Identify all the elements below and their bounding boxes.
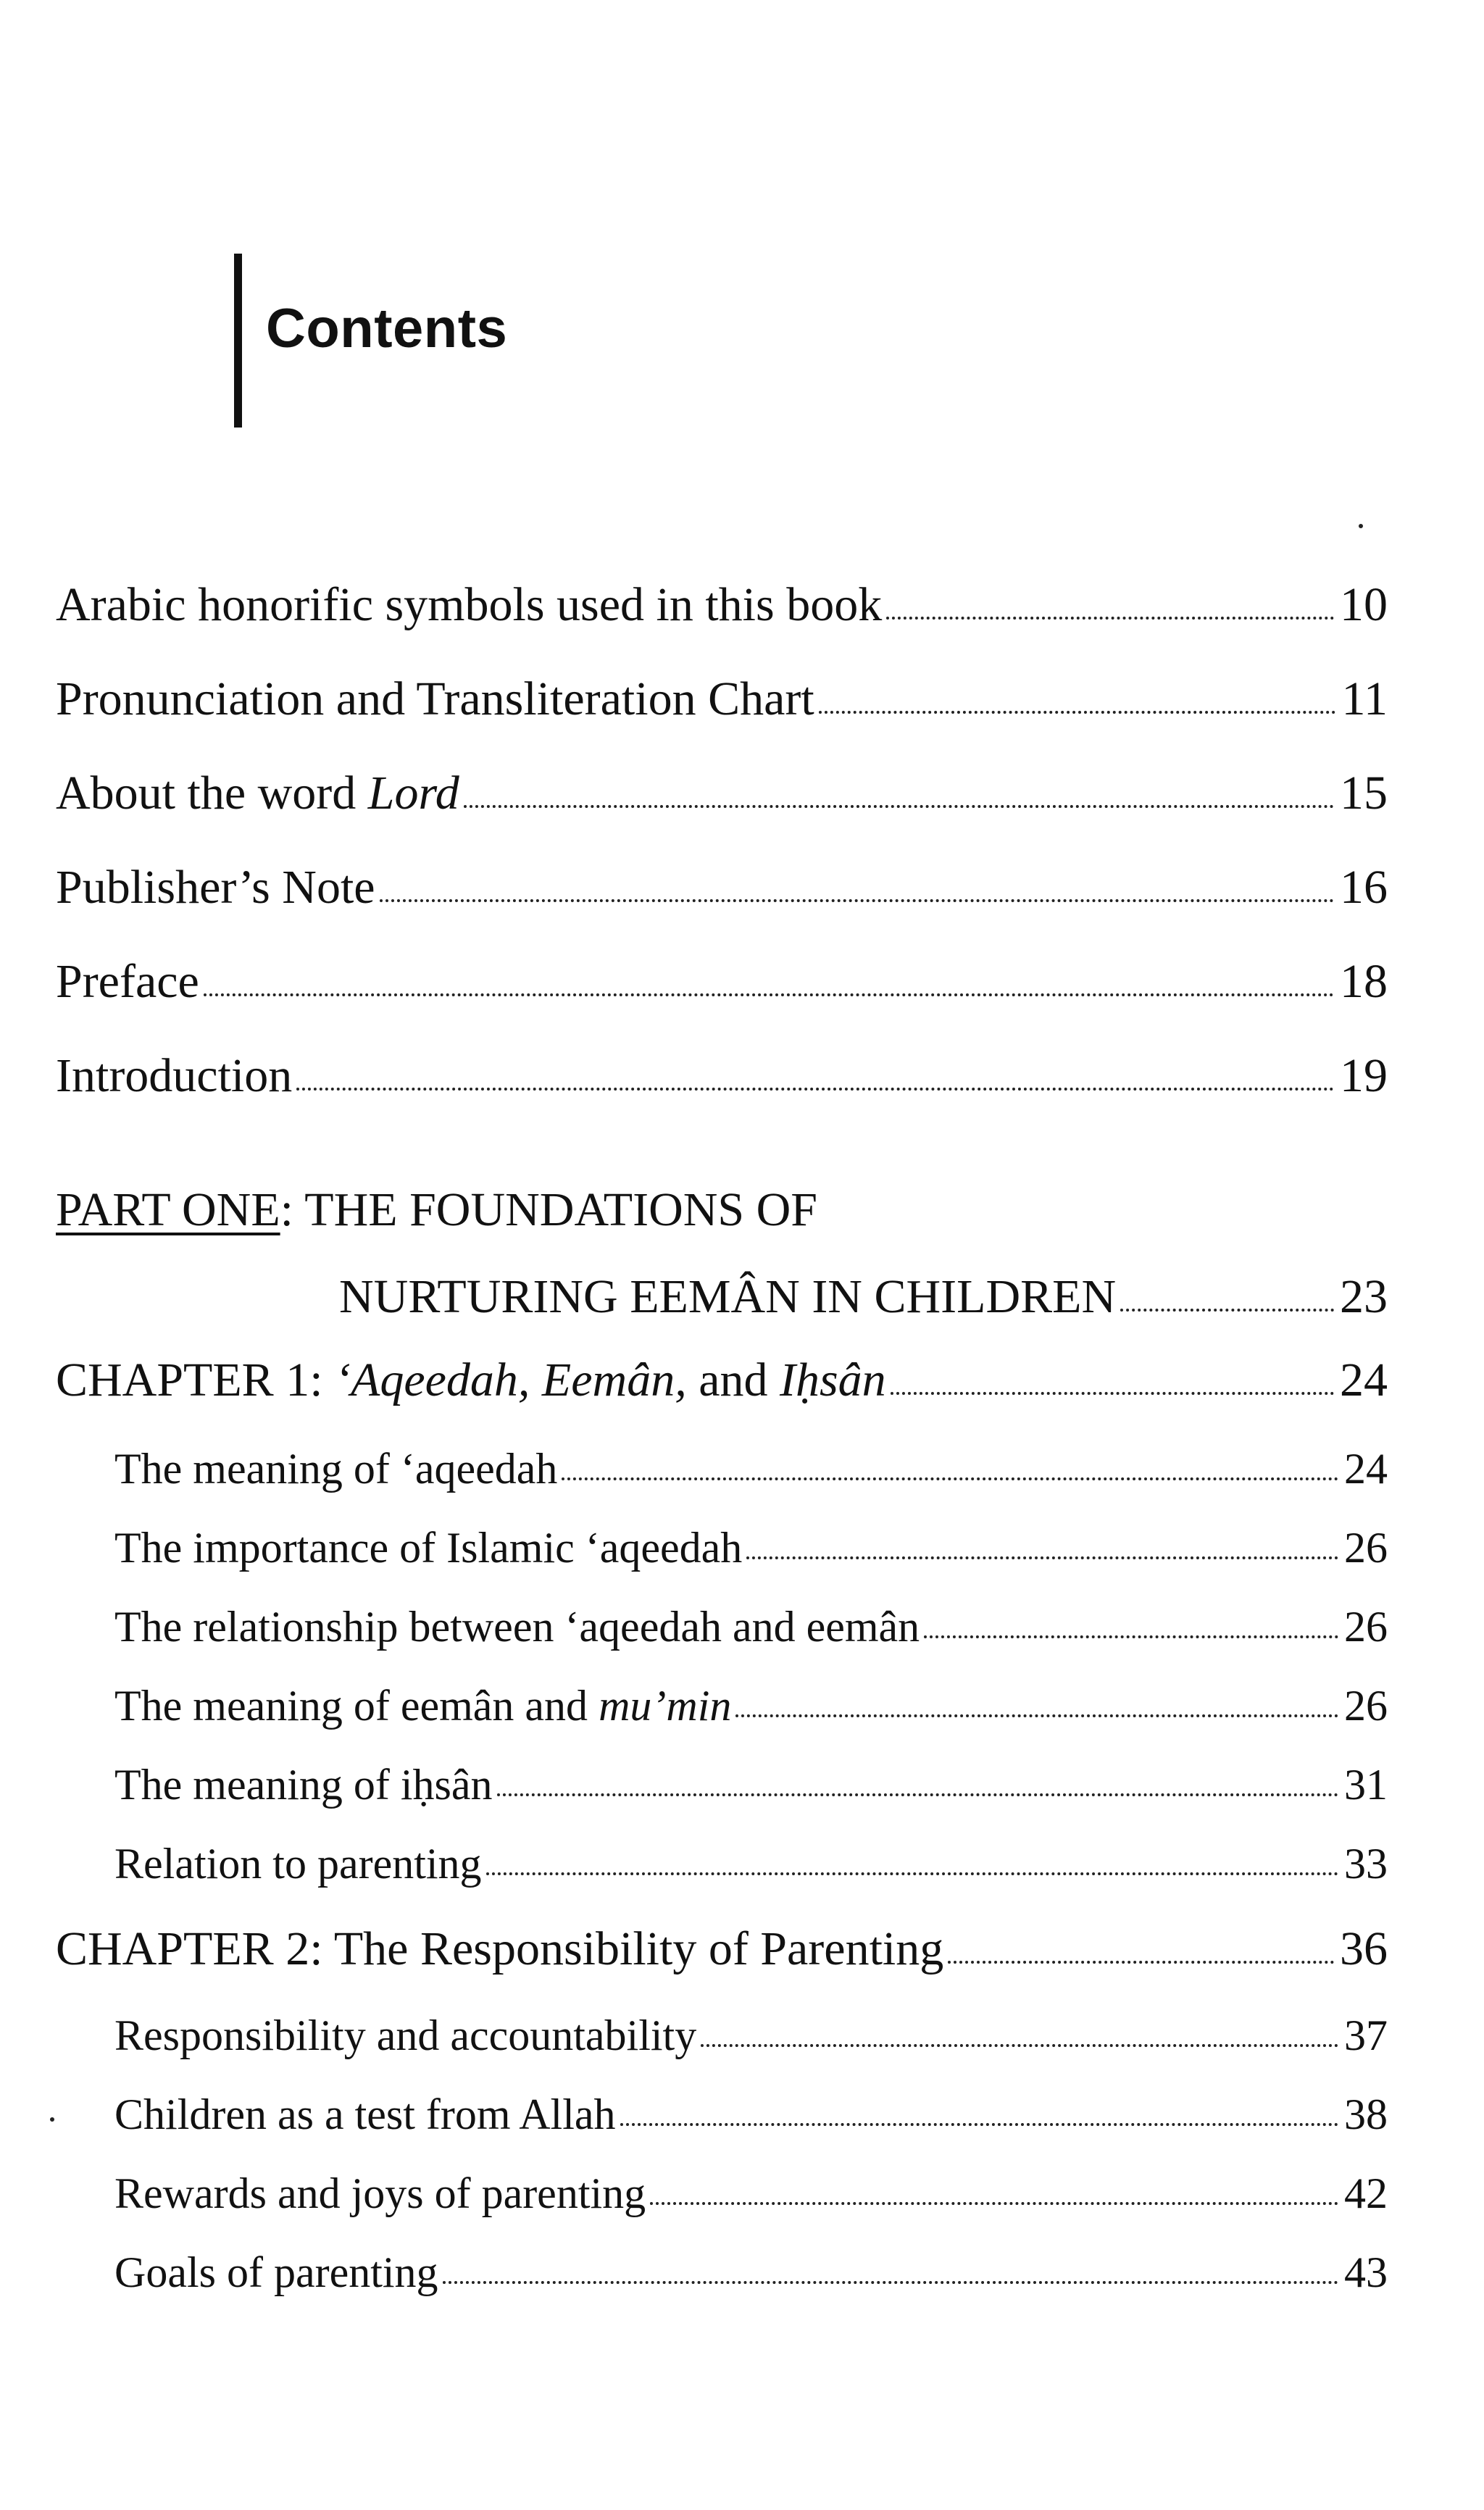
toc-page-number: 15: [1340, 767, 1388, 820]
toc-entry-label: Goals of parenting: [114, 2248, 438, 2296]
toc-section-goals-of-parenting[interactable]: [114, 2246, 1388, 2298]
dot-leader: [886, 617, 1334, 620]
toc-entry-label: Rewards and joys of parenting: [114, 2169, 646, 2217]
toc-page-number: 33: [1344, 1840, 1388, 1888]
dot-leader: [486, 1872, 1338, 1875]
toc-entry-label: The importance of Islamic ‘aqeedah: [114, 1524, 743, 1572]
toc-section-meaning-of-ihsan[interactable]: [114, 1759, 1388, 1811]
toc-section-responsibility[interactable]: [114, 2009, 1388, 2061]
toc-page-number: 37: [1344, 2011, 1388, 2059]
dot-leader: [443, 2281, 1338, 2284]
dot-leader: [819, 711, 1336, 714]
scan-speck: [50, 2117, 54, 2122]
dot-leader: [562, 1477, 1338, 1480]
toc-page-number: 26: [1344, 1524, 1388, 1572]
toc-page-number: 26: [1344, 1682, 1388, 1730]
toc-entry-label: The meaning of ‘aqeedah: [114, 1445, 558, 1493]
toc-entry-label: Introduction: [56, 1049, 293, 1102]
toc-entry-label: Children as a test from Allah: [114, 2090, 616, 2138]
dot-leader: [1120, 1309, 1334, 1312]
toc-entry-label: Relation to parenting: [114, 1840, 482, 1888]
toc-entry-label-italic: mu’min: [599, 1682, 732, 1730]
chapter-number-label: CHAPTER 1:: [56, 1354, 335, 1406]
toc-chapter-label: CHAPTER 2: The Responsibility of Parenting: [56, 1922, 944, 1975]
toc-entry-publishers-note[interactable]: [56, 859, 1388, 917]
toc-entry-word-lord[interactable]: [56, 764, 1388, 822]
toc-entry-transliteration-chart[interactable]: [56, 670, 1388, 728]
toc-part-one-heading[interactable]: [56, 1181, 817, 1239]
toc-entry-label: Arabic honorific symbols used in this book: [56, 578, 883, 631]
toc-page-number: 18: [1340, 955, 1388, 1008]
toc-entry-label: The meaning of iḥsân: [114, 1761, 493, 1809]
dot-leader: [620, 2123, 1338, 2126]
toc-chapter-label: [56, 1351, 886, 1409]
dot-leader: [650, 2202, 1338, 2205]
heading-rule: [234, 254, 242, 428]
dot-leader: [380, 899, 1334, 902]
toc-page-number: 16: [1340, 861, 1388, 914]
toc-entry-label: [114, 1680, 731, 1732]
toc-page-number: 36: [1340, 1922, 1388, 1975]
toc-part-one-subtitle[interactable]: [339, 1268, 1388, 1326]
toc-page-number: 11: [1341, 672, 1388, 725]
toc-page-number: 24: [1340, 1354, 1388, 1406]
toc-page-number: 31: [1344, 1761, 1388, 1809]
toc-section-relation-to-parenting[interactable]: [114, 1838, 1388, 1890]
toc-section-rewards-of-parenting[interactable]: [114, 2167, 1388, 2219]
part-colon: :: [280, 1183, 293, 1236]
toc-chapter-2[interactable]: [56, 1920, 1388, 1978]
toc-entry-label: Responsibility and accountability: [114, 2011, 697, 2059]
toc-page-number: 10: [1340, 578, 1388, 631]
toc-page-number: 23: [1340, 1270, 1388, 1323]
toc-page-number: 26: [1344, 1603, 1388, 1651]
toc-page-number: 19: [1340, 1049, 1388, 1102]
toc-entry-introduction[interactable]: [56, 1047, 1388, 1105]
scan-speck: [1359, 524, 1363, 528]
dot-leader: [891, 1392, 1334, 1395]
toc-entry-label: Preface: [56, 955, 199, 1008]
toc-entry-label: [56, 764, 459, 822]
dot-leader: [296, 1088, 1334, 1091]
toc-page-number: 24: [1344, 1445, 1388, 1493]
toc-entry-preface[interactable]: [56, 953, 1388, 1011]
toc-section-meaning-of-eeman[interactable]: [114, 1680, 1388, 1732]
page-title: Contents: [266, 298, 508, 359]
dot-leader: [497, 1793, 1338, 1796]
part-label: PART ONE: [56, 1183, 280, 1236]
toc-entry-honorific-symbols[interactable]: [56, 576, 1388, 634]
toc-section-meaning-of-aqeedah[interactable]: [114, 1443, 1388, 1495]
chapter-title-italic: ‘Aqeedah, Eemân,: [335, 1354, 687, 1406]
toc-section-relationship-aqeedah-eeman[interactable]: [114, 1601, 1388, 1653]
toc-entry-label: Pronunciation and Transliteration Chart: [56, 672, 814, 725]
toc-page-number: 43: [1344, 2248, 1388, 2296]
toc-entry-label: The relationship between ‘aqeedah and eemân: [114, 1603, 920, 1651]
chapter-title-italic: Iḥsân: [780, 1354, 886, 1406]
toc-page-number: 38: [1344, 2090, 1388, 2138]
part-title-line2: NURTURING EEMÂN IN CHILDREN: [339, 1270, 1117, 1323]
toc-section-importance-of-aqeedah[interactable]: [114, 1522, 1388, 1574]
toc-section-children-as-test[interactable]: [114, 2088, 1388, 2140]
dot-leader: [464, 805, 1334, 808]
dot-leader: [948, 1961, 1334, 1964]
dot-leader: [735, 1714, 1338, 1717]
toc-entry-label-text: The meaning of eemân and: [114, 1682, 599, 1730]
toc-chapter-1[interactable]: [56, 1351, 1388, 1409]
dot-leader: [746, 1556, 1338, 1559]
part-title-line1: THE FOUNDATIONS OF: [304, 1183, 817, 1236]
dot-leader: [924, 1635, 1338, 1638]
toc-page-number: 42: [1344, 2169, 1388, 2217]
toc-entry-label: Publisher’s Note: [56, 861, 375, 914]
dot-leader: [701, 2044, 1338, 2047]
chapter-title-conjunction: and: [686, 1354, 780, 1406]
dot-leader: [204, 993, 1334, 996]
toc-entry-label-text: About the word: [56, 767, 368, 820]
toc-entry-label-italic: Lord: [367, 767, 459, 820]
